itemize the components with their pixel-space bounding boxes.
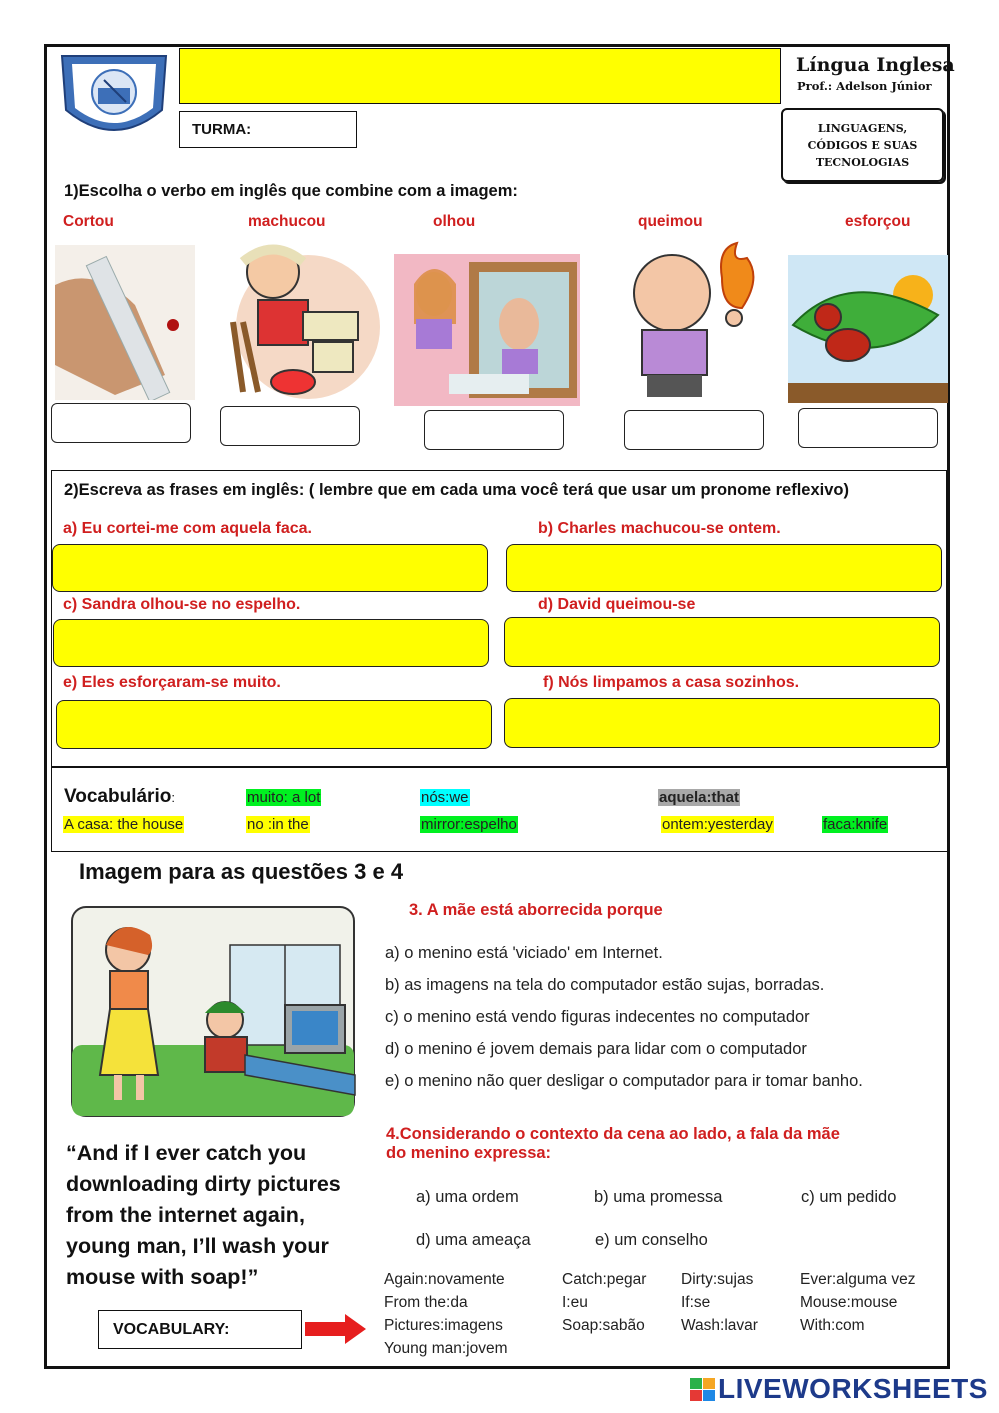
vocab-item: faca:knife — [823, 816, 888, 833]
vocab-item: Catch:pegar — [562, 1271, 647, 1288]
q3-option-b[interactable]: b) as imagens na tela do computador estão sujas, borradas. — [385, 976, 825, 994]
professor-name: Prof.: Adelson Júnior — [797, 79, 932, 93]
vocabulary-box — [51, 767, 949, 852]
sentence-a: a) Eu cortei-me com aquela faca. — [63, 520, 312, 537]
cut-finger-image — [55, 245, 195, 400]
answer-field-d[interactable] — [504, 617, 940, 667]
answer-field-e[interactable] — [56, 700, 492, 749]
vocab-item: If:se — [681, 1294, 711, 1311]
sentence-d: d) David queimou-se — [538, 596, 696, 613]
vocab-item: From the:da — [384, 1294, 468, 1311]
vocab-item: Again:novamente — [384, 1271, 505, 1288]
vocab-item: mirror:espelho — [421, 816, 517, 833]
sentence-e: e) Eles esforçaram-se muito. — [63, 674, 281, 691]
arrow-right-icon — [305, 1313, 367, 1345]
answer-box-strive[interactable] — [798, 408, 938, 448]
vocab-item: no :in the — [247, 816, 309, 833]
burned-boy-image — [622, 238, 772, 403]
sentence-b: b) Charles machucou-se ontem. — [538, 520, 781, 537]
vocab-item: Soap:sabão — [562, 1317, 645, 1334]
vocab-item: Ever:alguma vez — [800, 1271, 916, 1288]
liveworksheets-brand[interactable]: LIVEWORKSHEETS — [718, 1373, 988, 1404]
student-name-field[interactable] — [179, 48, 781, 104]
q1-prompt: 1)Escolha o verbo em inglês que combine com a imagem: — [64, 182, 518, 200]
q3-option-d[interactable]: d) o menino é jovem demais para lidar com o computador — [385, 1040, 807, 1058]
q4-option-c[interactable]: c) um pedido — [801, 1188, 897, 1206]
vocab-item: A casa: the house — [64, 816, 184, 833]
q3-option-c[interactable]: c) o menino está vendo figuras indecentes no computador — [385, 1008, 810, 1026]
sentence-c: c) Sandra olhou-se no espelho. — [63, 596, 301, 613]
vocabulary-label-box: VOCABULARY: — [98, 1310, 302, 1349]
q3-title: 3. A mãe está aborrecida porque — [409, 901, 663, 919]
vocab-item: ontem:yesterday — [662, 816, 773, 833]
vocab-item: muito: a lot — [247, 789, 321, 806]
verb-label-burn: queimou — [638, 213, 703, 230]
turma-field[interactable]: TURMA: — [179, 111, 357, 148]
vocab-item: nós:we — [421, 789, 469, 806]
answer-box-burn[interactable] — [624, 410, 764, 450]
q3-option-a[interactable]: a) o menino está 'viciado' em Internet. — [385, 944, 663, 962]
vocabulary-title: Vocabulário: — [64, 786, 175, 807]
vocab-item: Wash:lavar — [681, 1317, 758, 1334]
answer-field-b[interactable] — [506, 544, 942, 592]
q34-heading: Imagem para as questões 3 e 4 — [79, 859, 404, 884]
verb-label-strive: esforçou — [845, 213, 911, 230]
q4-title: 4.Considerando o contexto da cena ao lado, a fala da mãe do menino expressa: — [386, 1125, 840, 1162]
liveworksheets-logo-icon — [690, 1378, 716, 1402]
answer-box-look[interactable] — [424, 410, 564, 450]
q4-option-b[interactable]: b) uma promessa — [594, 1188, 723, 1206]
q4-option-d[interactable]: d) uma ameaça — [416, 1231, 531, 1249]
vocab-item: With:com — [800, 1317, 865, 1334]
verb-label-look: olhou — [433, 213, 476, 230]
verb-label-cut: Cortou — [63, 213, 114, 230]
hurt-boy-image — [213, 232, 383, 402]
vocab-item: Young man:jovem — [384, 1340, 508, 1357]
q4-option-a[interactable]: a) uma ordem — [416, 1188, 519, 1206]
answer-box-cut[interactable] — [51, 403, 191, 443]
mother-boy-computer-image — [70, 905, 356, 1118]
verb-label-hurt: machucou — [248, 213, 326, 230]
vocab-item: Mouse:mouse — [800, 1294, 898, 1311]
answer-field-a[interactable] — [52, 544, 488, 592]
girl-mirror-image — [394, 254, 580, 406]
school-seal-logo — [54, 50, 174, 146]
answer-box-hurt[interactable] — [220, 406, 360, 446]
q3-option-e[interactable]: e) o menino não quer desligar o computador para ir tomar banho. — [385, 1072, 863, 1090]
vocab-item: I:eu — [562, 1294, 588, 1311]
mother-quote: “And if I ever catch you downloading dirty pictures from the internet again, young man, I’ll wash your mouse with soap!” — [66, 1141, 341, 1289]
vocab-item: aquela:that — [659, 789, 740, 806]
answer-field-c[interactable] — [53, 619, 489, 667]
answer-field-f[interactable] — [504, 698, 940, 748]
subject-title: Língua Inglesa — [796, 54, 955, 76]
vocab-item: Dirty:sujas — [681, 1271, 754, 1288]
q2-prompt: 2)Escreva as frases em inglês: ( lembre que em cada uma você terá que usar um pronome reflexivo) — [64, 481, 849, 499]
sentence-f: f) Nós limpamos a casa sozinhos. — [543, 674, 800, 691]
knowledge-area-box: LINGUAGENS, CÓDIGOS E SUAS TECNOLOGIAS — [781, 108, 944, 182]
q4-option-e[interactable]: e) um conselho — [595, 1231, 708, 1249]
vocab-item: Pictures:imagens — [384, 1317, 503, 1334]
striving-ant-image — [788, 255, 948, 403]
